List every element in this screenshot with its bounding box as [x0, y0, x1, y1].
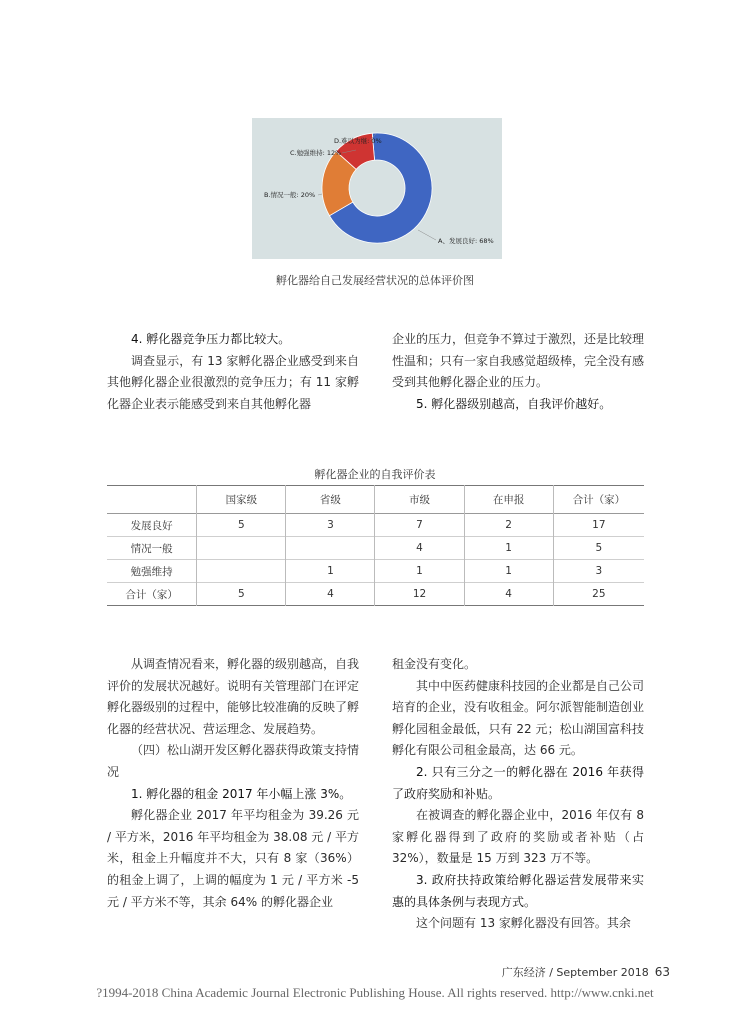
table-header-cell: 国家级 — [197, 486, 286, 514]
table-body — [107, 514, 644, 606]
paragraph: 从调查情况看来，孵化器的级别越高，自我评价的发展状况越好。说明有关管理部门在评定孵化器级别的过程中，能够比较准确的反映了孵化器的经营状况、营运理念、发展趋势。 — [107, 657, 360, 736]
paragraph: 这个问题有 13 家孵化器没有回答。其余 — [416, 916, 631, 931]
table-cell: 1 — [375, 560, 464, 583]
table-cell: 2 — [464, 514, 553, 537]
table-header-cell: 在申报 — [464, 486, 553, 514]
table-header-cell — [107, 486, 197, 514]
paragraph: 租金没有变化。 — [392, 657, 477, 671]
table-cell: 1 — [286, 560, 375, 583]
table-cell: 1 — [464, 537, 553, 560]
table-cell: 5 — [553, 537, 644, 560]
journal-name: 广东经济 / September 2018 — [501, 966, 649, 979]
section-heading: 2. 只有三分之一的孵化器在 2016 年获得了政府奖励和补贴。 — [392, 764, 644, 801]
paragraph: （四）松山湖开发区孵化器获得政策支持情况 — [107, 743, 360, 779]
table-cell: 3 — [286, 514, 375, 537]
section-heading: 4. 孵化器竞争压力都比较大。 — [131, 332, 291, 346]
page-number: 63 — [654, 965, 670, 979]
paragraph: 调查显示，有 13 家孵化器企业感受到来自其他孵化器企业很激烈的竞争压力；有 11 家孵化器企业表示能感受到来自其他孵化器 — [107, 353, 359, 411]
table-cell — [197, 560, 286, 583]
table-cell: 25 — [553, 583, 644, 606]
table-cell: 3 — [553, 560, 644, 583]
leader-line — [318, 194, 322, 195]
table-cell — [197, 537, 286, 560]
table-header-cell: 省级 — [286, 486, 375, 514]
section-heading: 3. 政府扶持政策给孵化器运营发展带来实惠的具体条例与表现方式。 — [392, 872, 644, 909]
table-header-cell: 合计（家） — [553, 486, 644, 514]
table-header-cell: 市级 — [375, 486, 464, 514]
text-column-4 — [392, 654, 644, 935]
slice-label-c: C.勉强维持: 12% — [290, 149, 342, 157]
paragraph: 孵化器企业 2017 年平均租金为 39.26 元 / 平方米，2016 年平均租金为 38.08 元 / 平方米，租金上升幅度并不大，只有 8 家（36%）的租金上调了，上调的幅度为 1 元 / 平方米 -5 元 / 平方米不等，其余 64% 的孵化器企业 — [107, 808, 359, 909]
text-column-2 — [392, 329, 644, 415]
leader-line — [418, 230, 436, 240]
table-cell: 1 — [464, 560, 553, 583]
donut-chart — [252, 118, 502, 259]
table-row — [107, 583, 644, 606]
donut-chart-svg — [252, 118, 502, 259]
running-footer — [502, 964, 670, 980]
table-cell: 12 — [375, 583, 464, 606]
chart-caption: 孵化器给自己发展经营状况的总体评价图 — [276, 274, 474, 287]
paragraph: 企业的压力，但竞争不算过于激烈，还是比较理性温和；只有一家自我感觉超级棒，完全没有感受到其他孵化器企业的压力。 — [392, 332, 645, 390]
table-cell: 17 — [553, 514, 644, 537]
table-cell: 4 — [464, 583, 553, 606]
section-heading: 1. 孵化器的租金 2017 年小幅上涨 3%。 — [131, 786, 352, 801]
table-cell: 5 — [197, 514, 286, 537]
table-row-label: 勉强维持 — [130, 565, 173, 578]
table-row — [107, 537, 644, 560]
table-row-label: 合计（家） — [125, 588, 178, 601]
table-caption: 孵化器企业的自我评价表 — [314, 468, 436, 481]
text-column-3 — [107, 654, 359, 913]
section-heading: 5. 孵化器级别越高，自我评价越好。 — [416, 396, 612, 411]
table-cell: 4 — [375, 537, 464, 560]
table-row-label: 发展良好 — [130, 519, 173, 532]
table-header — [107, 486, 644, 514]
slice-label-b: B.情况一般: 20% — [264, 191, 316, 199]
table-cell: 5 — [197, 583, 286, 606]
slice-label-d: D.难以为继: 0% — [334, 137, 382, 145]
paragraph: 在被调查的孵化器企业中，2016 年仅有 8 家孵化器得到了政府的奖励或者补贴（占 32%），数量是 15 万到 323 万不等。 — [392, 808, 644, 866]
slice-label-a: A、发展良好: 68% — [438, 237, 494, 245]
table-row — [107, 560, 644, 583]
table-row — [107, 514, 644, 537]
paragraph: 其中中医药健康科技园的企业都是自己公司培育的企业，没有收租金。阿尔派智能制造创业孵化园租金最低，只有 22 元；松山湖国富科技孵化有限公司租金最高，达 66 元。 — [392, 678, 645, 758]
table-cell: 7 — [375, 514, 464, 537]
table-header-row — [107, 486, 644, 514]
table-row-label: 情况一般 — [130, 542, 173, 555]
table-cell — [286, 537, 375, 560]
copyright-notice: ?1994-2018 China Academic Journal Electronic Publishing House. All rights reserved. http://www.cnki.net — [96, 985, 654, 1000]
table-cell: 4 — [286, 583, 375, 606]
self-evaluation-table — [107, 485, 644, 606]
text-column-1 — [107, 329, 359, 415]
